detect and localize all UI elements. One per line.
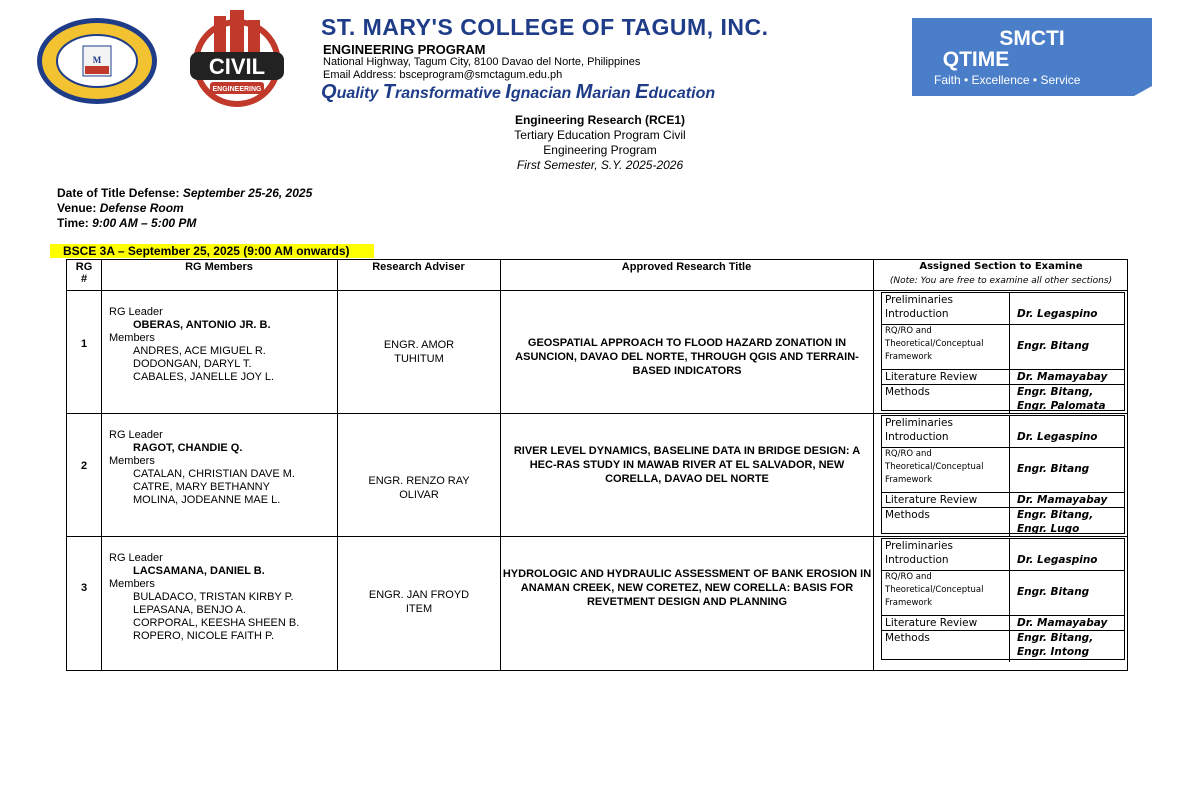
examiner: Dr. Mamayabay (1009, 493, 1124, 507)
exam-part: Literature Review (885, 371, 978, 383)
examiner: Engr. Bitang (1009, 325, 1124, 369)
college-name: ST. MARY'S COLLEGE OF TAGUM, INC. (321, 14, 769, 40)
defense-time: Time: 9:00 AM – 5:00 PM (57, 216, 197, 230)
rg-number: 2 (80, 460, 88, 472)
motto-word-rest: ducation (648, 85, 716, 102)
examiner: Engr. Bitang, Engr. Palomata (1009, 385, 1124, 413)
exam-part: Methods (885, 386, 930, 398)
rg-members: RG Leader LACSAMANA, DANIEL B. Members BULADACO, TRISTAN KIRBY P. LEPASANA, BENJO A. CORPORAL, KEESHA SHEEN B. ROPERO, NICOLE FAITH P. (109, 552, 300, 642)
header-adviser: Research Adviser (372, 261, 465, 273)
motto-word-rest: ransformative (395, 85, 506, 102)
research-adviser: ENGR. RENZO RAY OLIVAR (368, 475, 470, 501)
exam-part: RQ/RO and Theoretical/Conceptual Framework (885, 572, 984, 608)
exam-part: Literature Review (885, 617, 978, 629)
motto-initial: T (382, 81, 396, 103)
motto (321, 81, 715, 104)
examiner: Dr. Legaspino (1009, 539, 1124, 570)
motto-initial: E (635, 81, 649, 103)
motto-initial: M (575, 81, 593, 103)
research-adviser: ENGR. JAN FROYD ITEM (368, 589, 470, 615)
exam-assignments (881, 292, 1125, 411)
examiner: Engr. Bitang (1009, 448, 1124, 492)
badge-line1: SMCTI (999, 27, 1065, 50)
exam-assignments (881, 415, 1125, 534)
defense-venue: Venue: Defense Room (57, 201, 184, 215)
badge-tagline: Faith • Excellence • Service (934, 73, 1081, 87)
motto-word-rest: gnacian (510, 85, 576, 102)
defense-schedule-table (66, 259, 1128, 671)
examiner: Dr. Mamayabay (1009, 370, 1124, 384)
course-line2: Tertiary Education Program Civil (514, 128, 686, 142)
examiner: Dr. Legaspino (1009, 416, 1124, 447)
exam-part: RQ/RO and Theoretical/Conceptual Framework (885, 326, 984, 362)
motto-initial: I (505, 81, 511, 103)
exam-part: Methods (885, 509, 930, 521)
motto-word-rest: uality (336, 85, 383, 102)
svg-text:M: M (92, 55, 102, 65)
motto-initial: Q (321, 81, 337, 103)
examiner: Engr. Bitang, Engr. Intong (1009, 631, 1124, 662)
rg-members: RG Leader RAGOT, CHANDIE Q. Members CATALAN, CHRISTIAN DAVE M. CATRE, MARY BETHANNY MOLINA, JODEANNE MAE L. (109, 429, 295, 506)
email-address: Email Address: bsceprogram@smctagum.edu.ph (323, 69, 563, 81)
motto-word-rest: arian (592, 85, 636, 102)
qtime-badge (912, 18, 1152, 96)
header-note: (Note: You are free to examine all other sections) (889, 276, 1113, 286)
exam-part: Preliminaries Introduction (885, 540, 953, 566)
civil-logo-text: CIVIL (208, 54, 266, 79)
header-title: Approved Research Title (621, 261, 752, 273)
defense-date: Date of Title Defense: September 25-26, 2025 (57, 186, 313, 200)
exam-assignments (881, 538, 1125, 660)
program-name: ENGINEERING PROGRAM (323, 42, 486, 57)
college-seal-logo (35, 16, 159, 106)
semester: First Semester, S.Y. 2025-2026 (516, 158, 684, 172)
exam-part: Literature Review (885, 494, 978, 506)
badge-line2: QTIME (942, 48, 1010, 71)
address: National Highway, Tagum City, 8100 Davao del Norte, Philippines (323, 56, 641, 68)
examiner: Engr. Bitang (1009, 571, 1124, 615)
section-banner: BSCE 3A – September 25, 2025 (9:00 AM onwards) (50, 244, 374, 258)
course-title: Engineering Research (RCE1) (514, 113, 686, 127)
exam-part: Preliminaries Introduction (885, 294, 953, 320)
research-adviser: ENGR. AMOR TUHITUM (383, 339, 455, 365)
rg-number: 1 (80, 338, 88, 350)
exam-part: Methods (885, 632, 930, 644)
rg-number: 3 (80, 582, 88, 594)
civil-engineering-logo (176, 8, 298, 110)
examiner: Dr. Legaspino (1009, 293, 1124, 324)
header-members: RG Members (185, 261, 253, 273)
rg-members: RG Leader OBERAS, ANTONIO JR. B. Members ANDRES, ACE MIGUEL R. DODONGAN, DARYL T. CABALES, JANELLE JOY L. (109, 306, 275, 383)
civil-logo-subtext: ENGINEERING (212, 86, 262, 93)
examiner: Engr. Bitang, Engr. Lugo (1009, 508, 1124, 536)
research-title: GEOSPATIAL APPROACH TO FLOOD HAZARD ZONATION IN ASUNCION, DAVAO DEL NORTE, THROUGH QGIS AND TERRAIN-BASED INDICATORS (515, 337, 859, 377)
exam-part: RQ/RO and Theoretical/Conceptual Framework (885, 449, 984, 485)
research-title: HYDROLOGIC AND HYDRAULIC ASSESSMENT OF BANK EROSION IN ANAMAN CREEK, NEW CORETEZ, NEW CORELLA: BASIS FOR REVETMENT DESIGN AND PLANNING (502, 568, 872, 608)
header-assigned: Assigned Section to Examine (919, 261, 1083, 272)
header-rg: RG # (75, 261, 93, 285)
examiner: Dr. Mamayabay (1009, 616, 1124, 630)
course-line3: Engineering Program (543, 143, 657, 157)
research-title: RIVER LEVEL DYNAMICS, BASELINE DATA IN BRIDGE DESIGN: A HEC-RAS STUDY IN MAWAB RIVER AT EL SALVADOR, NEW CORELLA, DAVAO DEL NORTE (513, 445, 861, 485)
exam-part: Preliminaries Introduction (885, 417, 953, 443)
